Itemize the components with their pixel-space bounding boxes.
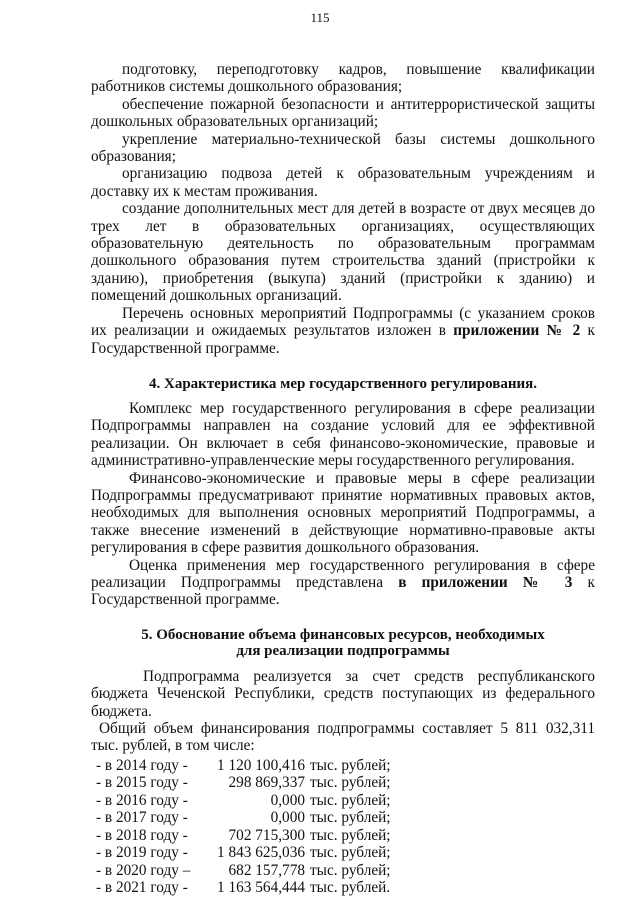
financing-amount: 702 715,300: [228, 826, 305, 844]
financing-unit: тыс. рублей;: [310, 844, 391, 862]
financing-row: [91, 844, 595, 862]
financing-amount: 1 843 625,036: [217, 844, 305, 862]
financing-unit: тыс. рублей;: [310, 826, 391, 844]
financing-row: [91, 862, 595, 880]
list-item: укрепление материально-технической базы системы дошкольного образования;: [91, 130, 595, 166]
text-run: к Государственной программе.: [91, 573, 595, 609]
financing-row: [91, 774, 595, 792]
financing-year: - в 2015 году -: [96, 774, 188, 792]
section-5-heading: [91, 627, 595, 659]
financing-unit: тыс. рублей;: [310, 756, 391, 774]
section-4-paragraph: Комплекс мер государственного регулирования в сфере реализации Подпрограммы направлен на создание условий для ее эффективной реализации. Он включает в себя финансово-экономические, правовые и административно-управленческие меры государственного регулирования.: [91, 399, 595, 470]
text-run: Оценка применения мер государственного регулирования в сфере реализации Подпрограммы представлена: [91, 556, 595, 591]
financing-row: [91, 809, 595, 827]
section-4-paragraph: [91, 557, 595, 609]
financing-unit: тыс. рублей;: [310, 774, 391, 792]
financing-amount: 682 157,778: [228, 861, 305, 879]
financing-unit: тыс. рублей;: [310, 791, 391, 809]
appendix-link-bold: в приложении № 3: [398, 573, 573, 591]
list-item: обеспечение пожарной безопасности и антитеррористической защиты дошкольных образовательных организаций;: [91, 95, 595, 131]
section-4-heading: 4. Характеристика мер государственного регулирования.: [149, 375, 537, 392]
financing-year: - в 2014 году -: [96, 756, 188, 774]
financing-row: [91, 792, 595, 810]
list-item: организацию подвоза детей к образовательным учреждениям и доставку их к местам проживания.: [91, 165, 595, 200]
text-run: к Государственной программе.: [91, 322, 595, 357]
financing-amount: 0,000: [270, 791, 305, 809]
list-item: создание дополнительных мест для детей в возрасте от двух месяцев до трех лет в образовательных организациях, осуществляющих образовательную деятельность по образовательным программам дошкольного образования путем строительства зданий (пристройки к зданию), приобретения (выкупа) зданий (пристройки к зданию) и помещений дошкольных организаций.: [91, 200, 595, 305]
page-number: 115: [310, 10, 330, 25]
appendix-2-reference: [91, 305, 595, 357]
financing-row: [91, 827, 595, 845]
financing-row: [91, 879, 595, 897]
financing-year: - в 2019 году -: [96, 844, 188, 862]
financing-unit: тыс. рублей;: [310, 809, 391, 827]
financing-year: - в 2021 году -: [96, 879, 188, 897]
financing-year: - в 2020 году –: [96, 861, 191, 879]
financing-amount: 0,000: [270, 809, 305, 827]
financing-amount: 1 120 100,416: [217, 756, 305, 774]
appendix-link-bold: приложении № 2: [453, 322, 581, 340]
section-4-paragraph: Финансово-экономические и правовые меры в сфере реализации Подпрограммы предусматривают принятие нормативных правовых актов, необходимых для выполнения основных мероприятий Подпрограммы, а также внесение изменений в действующие нормативно-правовые акты регулирования в сфере развития дошкольного образования.: [91, 469, 595, 557]
financing-year: - в 2018 году -: [96, 826, 188, 844]
financing-unit: тыс. рублей.: [310, 879, 391, 897]
section-5-paragraph: Общий объем финансирования подпрограммы составляет 5 811 032,311 тыс. рублей, в том числе:: [91, 720, 595, 755]
section-5-heading-line: 5. Обоснование объема финансовых ресурсов, необходимых: [141, 626, 545, 643]
financing-list: [91, 757, 595, 897]
document-body: [91, 61, 595, 897]
financing-year: - в 2016 году -: [96, 791, 188, 809]
list-item: подготовку, переподготовку кадров, повышение квалификации работников системы дошкольного образования;: [91, 61, 595, 96]
financing-amount: 298 869,337: [228, 774, 305, 792]
financing-row: [91, 757, 595, 775]
financing-unit: тыс. рублей;: [310, 861, 391, 879]
financing-year: - в 2017 году -: [96, 809, 188, 827]
text-run: Перечень основных мероприятий Подпрограммы (с указанием сроков их реализации и ожидаемых результатов изложен в: [91, 304, 595, 340]
section-5-paragraph: Подпрограмма реализуется за счет средств республиканского бюджета Чеченской Республики, средств поступающих из федерального бюджета.: [91, 667, 595, 720]
financing-amount: 1 163 564,444: [217, 879, 305, 897]
section-5-heading-line: для реализации подпрограммы: [236, 642, 450, 659]
